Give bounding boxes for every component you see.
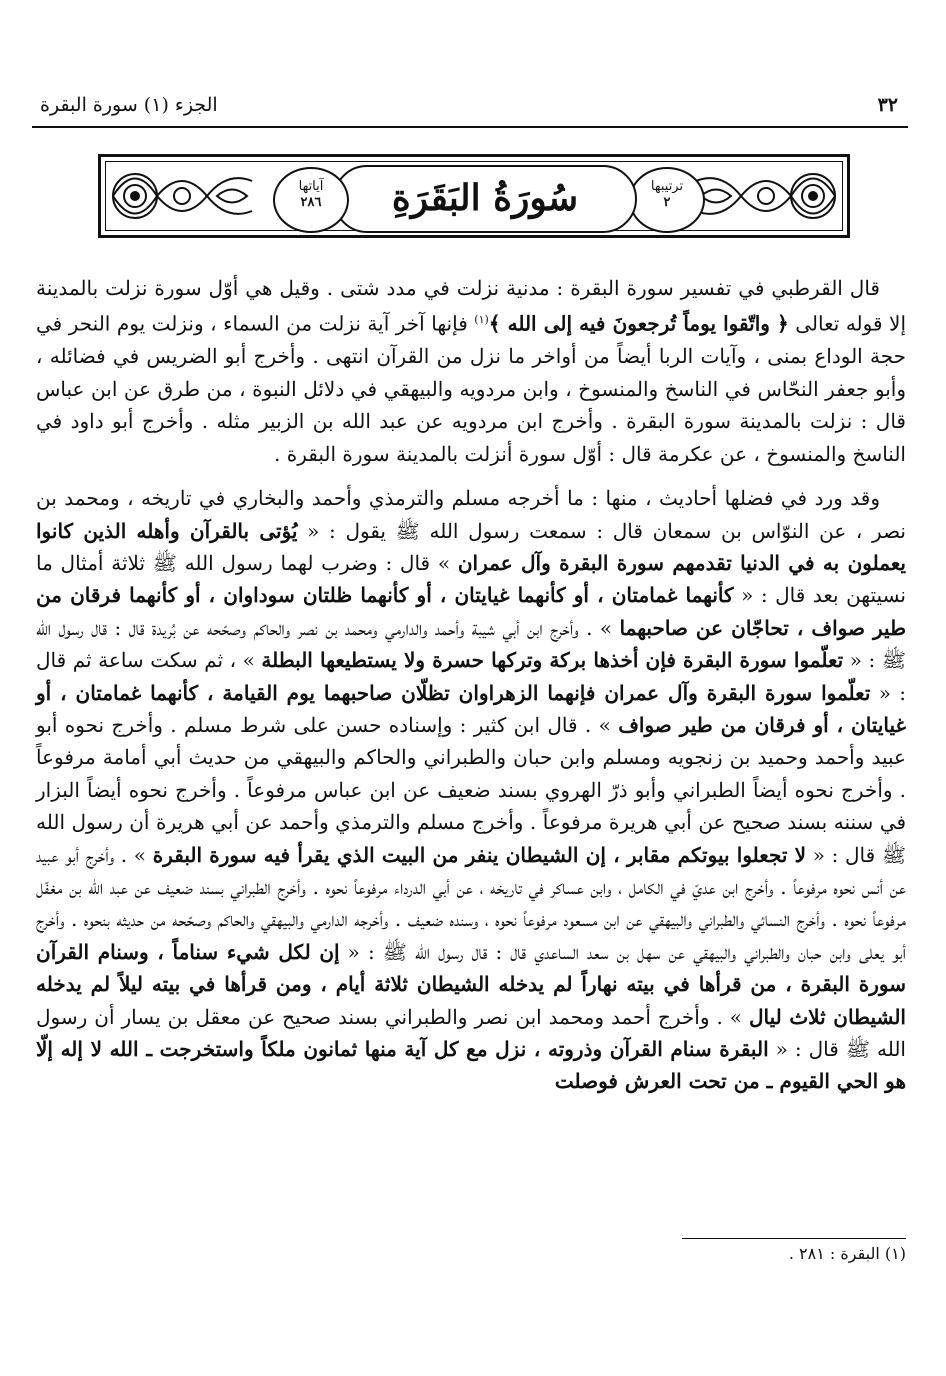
header-rule xyxy=(32,126,908,128)
footnote: (١) البقرة : ٢٨١ . xyxy=(788,1244,906,1263)
text-segment: » . وأخرج أبو عبيد عن أنس نحوه مرفوعاً . وأخرج ابن عديّ في الكامل ، وابن عساكر في تاريخه ، عن أبي الدرداء مرفوعاً نحوه . وأخرج الطبراني بسند ضعيف عن عبد الله بن مغفّل مرفوعاً نحوه . وأخرج النسائي والطبراني والبيهقي عن ابن مسعود مرفوعاً نحوه ، وسنده ضعيف . وأخرجه الدارمي والبيهقي والحاكم وصحّحه من حديثه بنحوه . وأخرج أبو يعلى وابن حبان والطبراني والبيهقي عن سهل بن سعد الساعدي قال : قال رسول الله ﷺ : « xyxy=(36,842,906,964)
quoted-text: لا تجعلوا بيوتكم مقابر ، إن الشيطان ينفر من البيت الذي يقرأ فيه سورة البقرة xyxy=(152,842,807,867)
verses-label: آياتها xyxy=(298,179,324,194)
surah-banner xyxy=(98,154,850,238)
text-segment: » . وأخرج ابن أبي شيبة وأحمد والدارمي ومحمد بن نصر والحاكم وصحّحه عن بُريدة قال : قال رسول الله ﷺ : « xyxy=(36,615,906,673)
quoted-text: البقرة سنام القرآن وذروته ، نزل مع كل آية منها ثمانون ملكاً واستخرجت ـ الله لا إله إلّا هو الحي القيوم ـ من تحت العرش فوصلت xyxy=(36,1037,906,1094)
quoted-text: كأنهما غمامتان ، أو كأنهما غيايتان ، أو كأنهما ظلتان سوداوان ، أو كأنهما فرقان من طير صواف ، تحاجّان عن صاحبهما xyxy=(36,583,907,640)
arabesque-ornament-right-icon xyxy=(691,161,841,231)
part-title: الجزء (١) سورة البقرة xyxy=(40,94,218,116)
paragraph xyxy=(36,482,906,1098)
text-segment: » قال : وضرب لهما رسول الله ﷺ ثلاثة أمثال ما نسيتهن بعد قال : « xyxy=(36,550,906,608)
verses-value: ٢٨٦ xyxy=(300,195,322,210)
verse-count-medallion xyxy=(273,167,349,233)
text-segment: » . وأخرج أحمد ومحمد ابن نصر والطبراني بسند صحيح عن معقل بن يسار أن رسول الله ﷺ قال : « xyxy=(36,1004,906,1061)
surah-order-medallion xyxy=(629,167,705,233)
quoted-text: تعلّموا سورة البقرة فإن أخذها بركة وتركها حسرة ولا يستطيعها البطلة xyxy=(261,648,844,673)
quoted-text: تعلّموا سورة البقرة وآل عمران فإنهما الزهراوان تظلّان صاحبهما يوم القيامة ، كأنهما غمامتان ، أو غيايتان ، أو فرقان من طير صواف xyxy=(36,680,906,737)
text-segment: فإنها آخر آية نزلت من السماء ، ونزلت يوم النحر في حجة الوداع بمنى ، وآيات الربا أيضاً من أواخر ما نزل من القرآن انتهى . وأخرج أبو الضريس في فضائله ، وأبو جعفر النحّاس في الناسخ والمنسوخ ، وابن مردويه والبيهقي في دلائل النبوة ، من طرق عن ابن عباس قال : نزلت بالمدينة سورة البقرة . وأخرج ابن مردويه عن عبد الله بن الزبير مثله . وأخرج أبو داود في الناسخ والمنسوخ ، عن عكرمة قال : أوّل سورة أنزلت بالمدينة سورة البقرة . xyxy=(36,312,907,466)
page-body-text xyxy=(36,272,906,1098)
running-header xyxy=(32,90,904,124)
text-segment: » . قال ابن كثير : وإسناده حسن على شرط مسلم . وأخرج نحوه أبو عبيد وأحمد وحميد بن زنجويه ومسلم وابن حبان والطبراني والحاكم والبيهقي من حديث أبي أمامة مرفوعاً . وأخرج نحوه أيضاً الطبراني وأبو ذرّ الهروي بسند ضعيف عن ابن عباس مرفوعاً . وأخرج نحوه أيضاً البزار في سننه بسند صحيح عن أبي هريرة مرفوعاً . وأخرج مسلم والترمذي وأحمد عن أبي هريرة أن رسول الله ﷺ قال : « xyxy=(36,712,907,867)
paragraph xyxy=(36,272,906,470)
text-segment: قال القرطبي في تفسير سورة البقرة : مدنية نزلت في مدد شتى . وقيل هي أوّل سورة نزلت بالمدينة إلا قوله تعالى xyxy=(36,276,906,337)
footnote-ref: (١) xyxy=(474,313,489,327)
quoted-text: ﴿ واتّقوا يوماً تُرجعونَ فيه إلى الله ﴾ xyxy=(488,312,789,337)
quoted-text: إن لكل شيء سناماً ، وسنام القرآن سورة البقرة ، من قرأها في بيته نهاراً لم يدخله الشيطان ثلاثة أيام ، ومن قرأها في بيته ليلاً لم يدخله الشيطان ثلاث ليال xyxy=(36,939,906,1029)
footnote-rule xyxy=(682,1238,906,1239)
quoted-text: يُؤتى بالقرآن وأهله الذين كانوا يعملون به في الدنيا تقدمهم سورة البقرة وآل عمران xyxy=(36,518,906,575)
order-label: ترتيبها xyxy=(650,179,684,194)
arabesque-ornament-left-icon xyxy=(107,161,257,231)
page-number: ٣٢ xyxy=(877,94,898,116)
text-segment: » ، ثم سكت ساعة ثم قال : « xyxy=(36,648,906,705)
surah-title: سُورَةُ البَقَرَةِ xyxy=(333,165,637,233)
order-value: ٢ xyxy=(663,195,671,210)
text-segment: وقد ورد في فضلها أحاديث ، منها : ما أخرجه مسلم والترمذي وأحمد والبخاري في تاريخه ، ومحمد بن نصر ، عن النوّاس بن سمعان قال : سمعت رسول الله ﷺ يقول : « xyxy=(36,486,906,543)
